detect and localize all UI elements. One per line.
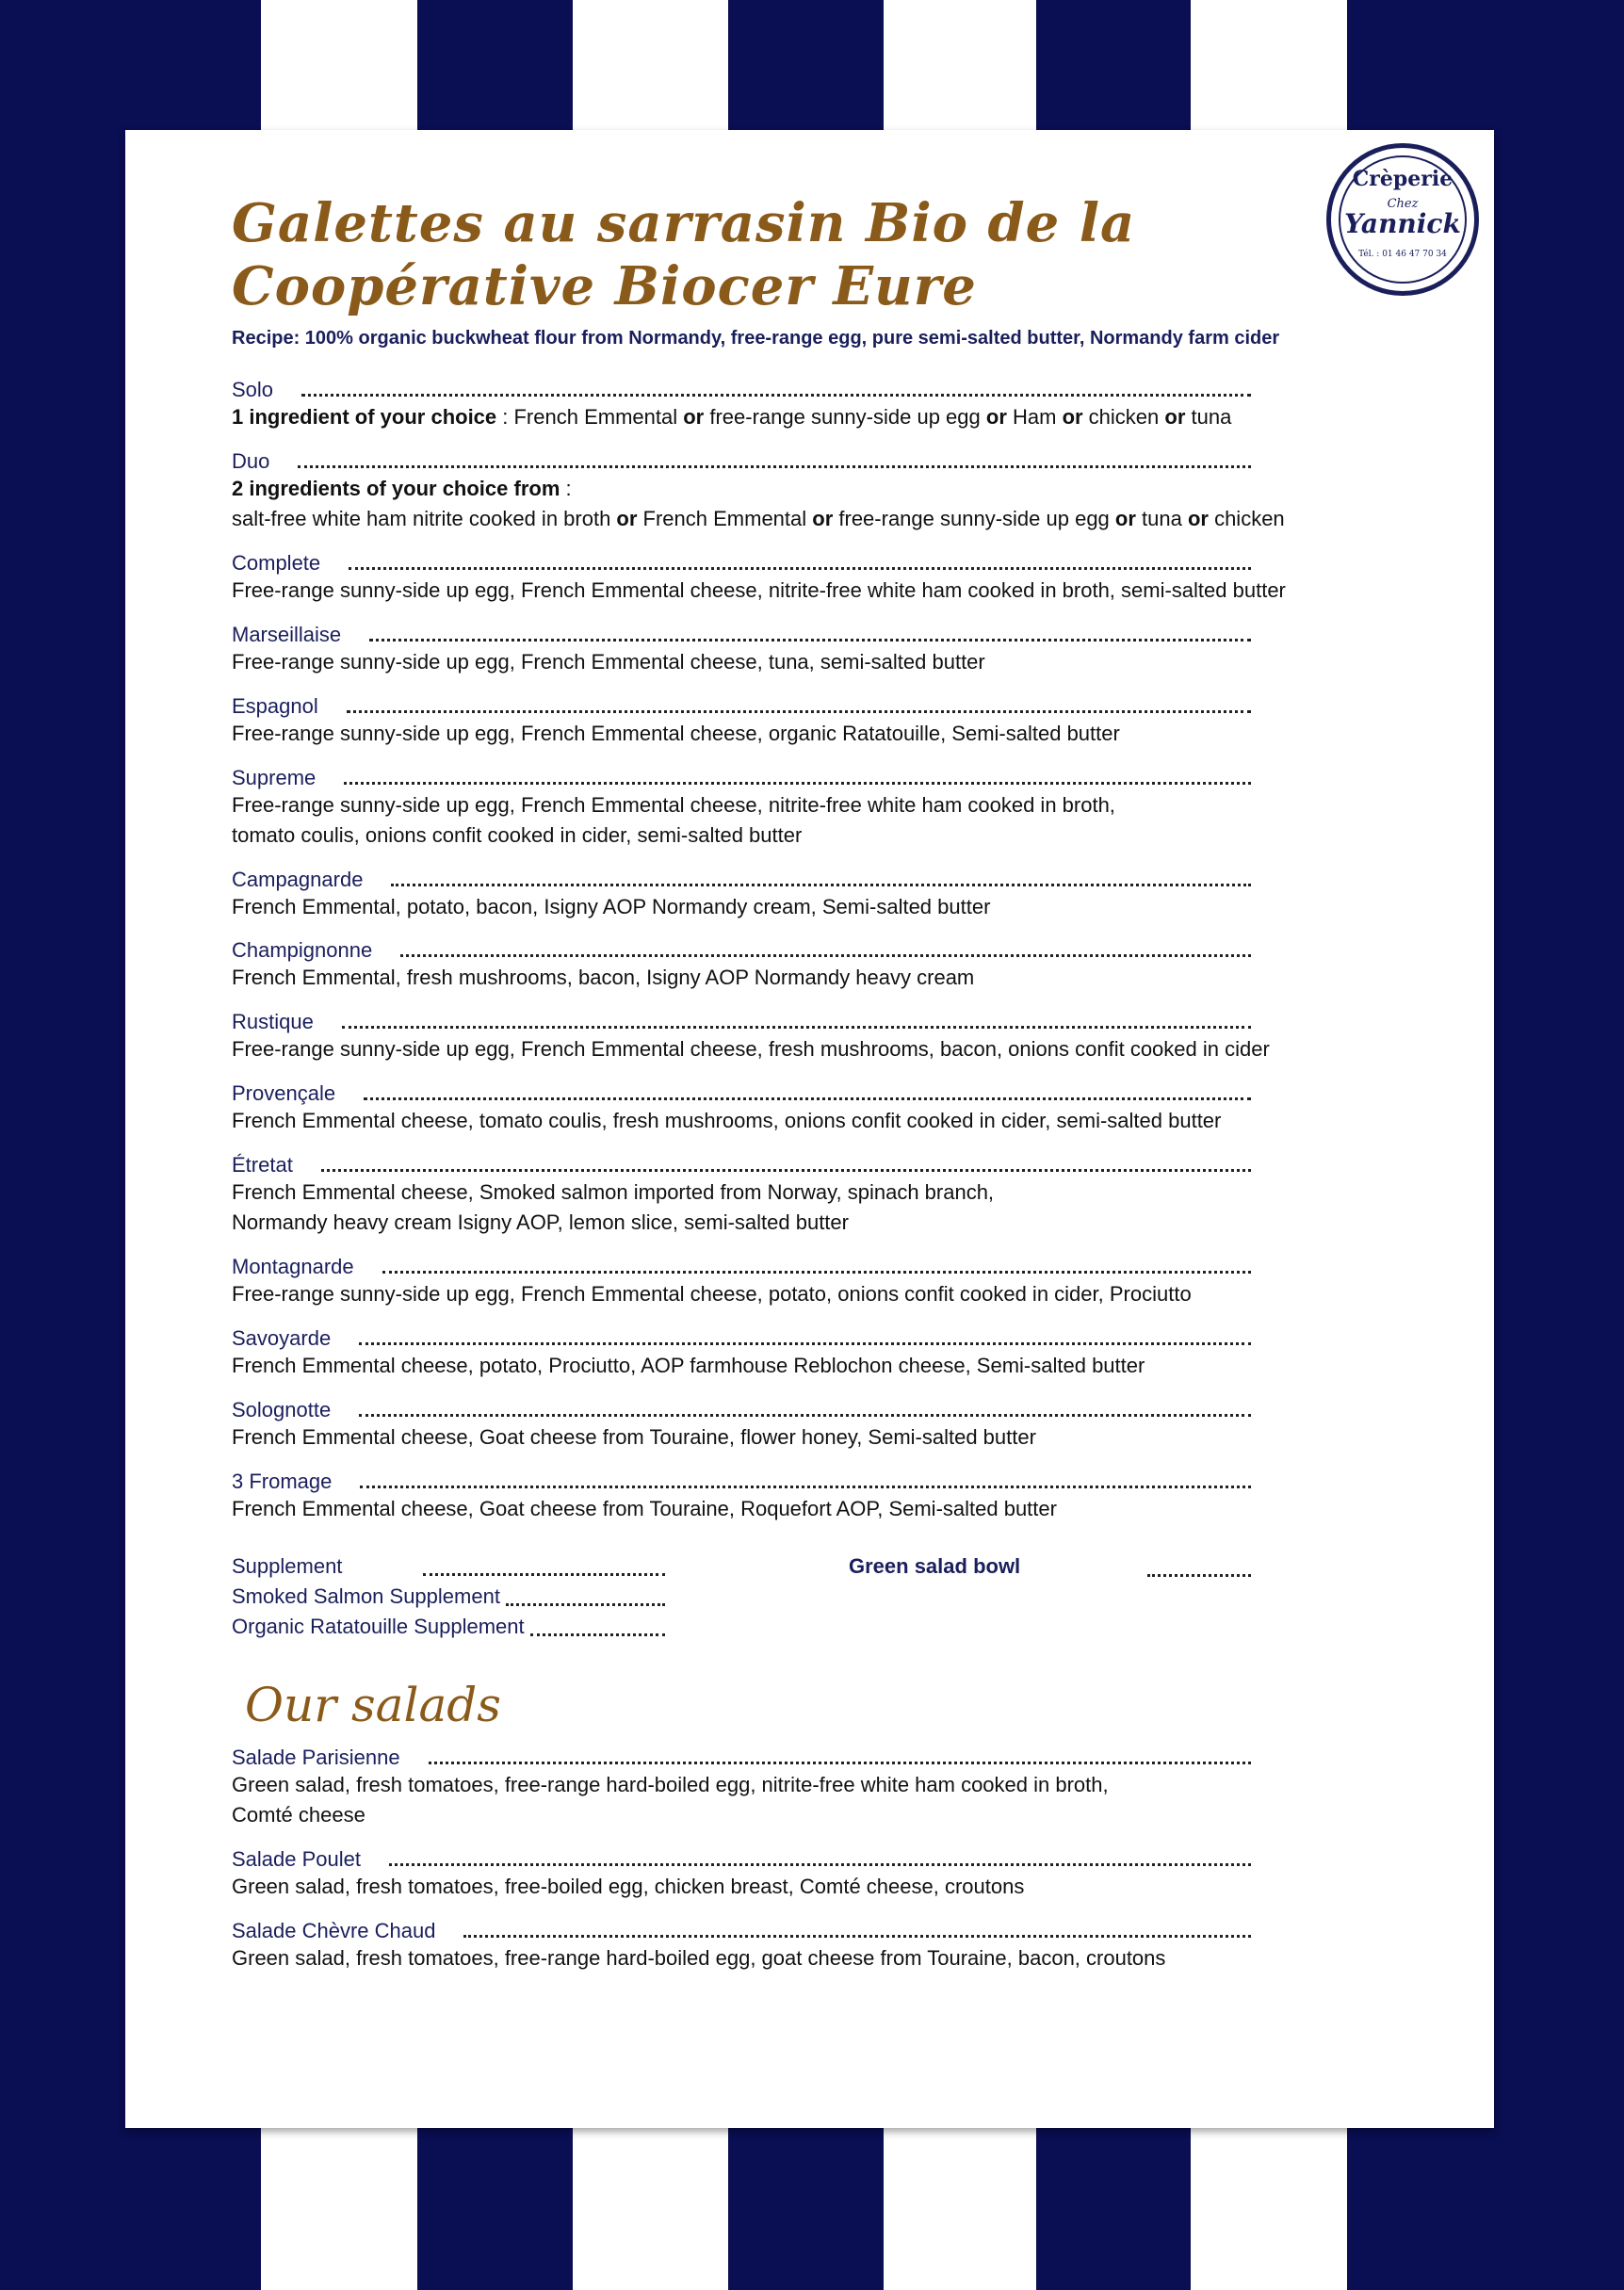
- price-leader: [429, 1762, 1251, 1764]
- galette-item: [232, 449, 1456, 534]
- galette-item: [232, 1398, 1456, 1453]
- item-description: Green salad, fresh tomatoes, free-boiled egg, chicken breast, Comté cheese, croutons: [232, 1874, 1025, 1898]
- desc-part: French Emmental cheese, Smoked salmon imported from Norway, spinach branch,: [232, 1180, 995, 1205]
- desc-part: chicken: [1208, 507, 1285, 531]
- logo-phone-text: Tél. : 01 46 47 70 34: [1358, 250, 1447, 259]
- menu-content: [232, 192, 1456, 1990]
- supplement-row: [232, 1582, 665, 1612]
- price-leader: [301, 394, 1251, 397]
- item-name: Rustique: [232, 1010, 314, 1034]
- salad-item: [232, 1746, 1456, 1830]
- galette-item: [232, 1081, 1456, 1136]
- item-name: Savoyarde: [232, 1325, 332, 1350]
- galette-item: [232, 1153, 1456, 1238]
- item-name-row: [232, 938, 1251, 963]
- price-leader: [506, 1603, 665, 1606]
- price-leader: [349, 567, 1251, 570]
- salad-item: [232, 1919, 1456, 1973]
- galette-item: [232, 1010, 1456, 1064]
- galette-item: [232, 551, 1456, 606]
- item-name: Salade Parisienne: [232, 1746, 400, 1770]
- price-leader: [298, 465, 1251, 468]
- price-leader: [359, 1342, 1251, 1345]
- price-leader: [321, 1169, 1251, 1172]
- desc-bold-part: or: [1187, 507, 1209, 531]
- item-name: Supreme: [232, 765, 317, 789]
- desc-part: Free-range sunny-side up egg, French Emmental cheese, nitrite-free white ham cooked in broth,: [232, 792, 1115, 817]
- item-name: Solo: [232, 378, 274, 402]
- item-description: Free-range sunny-side up egg, French Emmental cheese, potato, onions confit cooked in cider, Prociutto: [232, 1281, 1192, 1306]
- item-description: French Emmental cheese, Goat cheese from Touraine, flower honey, Semi-salted butter: [232, 1424, 1036, 1449]
- item-name: Champignonne: [232, 938, 373, 963]
- item-name: Complete: [232, 551, 321, 576]
- desc-bold-part: 1 ingredient of your choice: [232, 405, 497, 430]
- item-name: Provençale: [232, 1081, 336, 1106]
- item-name-row: [232, 378, 1251, 402]
- item-name-row: [232, 1081, 1251, 1106]
- item-name: Salade Poulet: [232, 1846, 361, 1871]
- logo-chez-text: Chez: [1387, 197, 1419, 211]
- logo-name-text: Yannick: [1344, 208, 1461, 239]
- price-leader: [400, 954, 1251, 957]
- desc-part: French Emmental: [637, 507, 813, 531]
- item-name-row: [232, 694, 1251, 719]
- item-name: Montagnarde: [232, 1254, 354, 1278]
- price-leader: [382, 1271, 1251, 1274]
- page-title: Galettes au sarrasin Bio de la Coopérative Biocer Eure: [232, 192, 1136, 318]
- item-description: Free-range sunny-side up egg, French Emmental cheese, fresh mushrooms, bacon, onions confit cooked in cider: [232, 1037, 1270, 1062]
- item-description: French Emmental, fresh mushrooms, bacon, Isigny AOP Normandy heavy cream: [232, 966, 975, 990]
- price-leader: [389, 1863, 1251, 1866]
- item-description: French Emmental cheese, Goat cheese from Touraine, Roquefort AOP, Semi-salted butter: [232, 1496, 1057, 1520]
- desc-part: Comté cheese: [232, 1802, 365, 1827]
- green-salad-row: [665, 1551, 1251, 1642]
- item-name: 3 Fromage: [232, 1469, 333, 1493]
- desc-part: : French Emmental: [496, 405, 684, 430]
- supplement-label: Smoked Salmon Supplement: [232, 1584, 500, 1609]
- item-name-row: [232, 1919, 1251, 1943]
- galette-item: [232, 766, 1456, 851]
- supplements-list: [232, 1551, 665, 1642]
- price-leader: [463, 1935, 1251, 1938]
- item-description: Green salad, fresh tomatoes, free-range hard-boiled egg, goat cheese from Touraine, bacon, croutons: [232, 1945, 1166, 1970]
- item-description: Free-range sunny-side up egg, French Emmental cheese, tuna, semi-salted butter: [232, 649, 985, 674]
- galettes-list: [232, 378, 1456, 1523]
- item-name-row: [232, 449, 1251, 474]
- supplements-block: [232, 1551, 1251, 1642]
- item-name-row: [232, 1255, 1251, 1279]
- desc-part: tuna: [1185, 405, 1232, 430]
- desc-bold-part: or: [1164, 405, 1186, 430]
- galette-item: [232, 1255, 1456, 1309]
- desc-part: free-range sunny-side up egg: [704, 405, 986, 430]
- desc-bold-part: or: [616, 507, 638, 531]
- price-leader: [359, 1414, 1251, 1417]
- desc-part: Green salad, fresh tomatoes, free-range hard-boiled egg, nitrite-free white ham cooked in broth,: [232, 1773, 1109, 1797]
- item-description: French Emmental cheese, tomato coulis, fresh mushrooms, onions confit cooked in cider, semi-salted butter: [232, 1109, 1222, 1133]
- item-name-row: [232, 1746, 1251, 1770]
- item-name: Salade Chèvre Chaud: [232, 1918, 436, 1942]
- desc-part: Ham: [1006, 405, 1063, 430]
- galette-item: [232, 938, 1456, 993]
- price-leader: [391, 884, 1251, 886]
- supplement-row: [232, 1612, 665, 1642]
- desc-bold-part: 2 ingredients of your choice from: [232, 477, 560, 501]
- galette-item: [232, 868, 1456, 922]
- galette-item: [232, 1470, 1456, 1524]
- salad-item: [232, 1847, 1456, 1902]
- item-description: [232, 1177, 1456, 1238]
- item-description: French Emmental, potato, bacon, Isigny AOP Normandy cream, Semi-salted butter: [232, 894, 991, 918]
- desc-part: tuna: [1135, 507, 1188, 531]
- salads-title: Our salads: [245, 1678, 501, 1733]
- desc-bold-part: or: [985, 405, 1007, 430]
- desc-part: tomato coulis, onions confit cooked in cider, semi-salted butter: [232, 822, 803, 847]
- desc-bold-part: or: [1062, 405, 1083, 430]
- galette-item: [232, 378, 1456, 432]
- supplement-label: Supplement: [232, 1554, 343, 1579]
- item-name-row: [232, 623, 1251, 647]
- price-leader: [1147, 1574, 1251, 1577]
- salads-list: [232, 1746, 1456, 1973]
- item-name-row: [232, 551, 1251, 576]
- desc-part: chicken: [1082, 405, 1165, 430]
- item-description: [232, 474, 1456, 534]
- price-leader: [360, 1486, 1251, 1488]
- desc-bold-part: or: [812, 507, 834, 531]
- price-leader: [364, 1097, 1251, 1100]
- price-leader: [423, 1573, 665, 1576]
- desc-part: free-range sunny-side up egg: [833, 507, 1115, 531]
- supplement-label: Organic Ratatouille Supplement: [232, 1615, 525, 1639]
- galette-item: [232, 1326, 1456, 1381]
- item-name-row: [232, 1010, 1251, 1034]
- logo-top-text: Crèperie: [1352, 167, 1453, 191]
- item-description: [232, 790, 1456, 851]
- item-description: [232, 1770, 1456, 1830]
- item-name: Campagnarde: [232, 867, 364, 891]
- item-name: Étretat: [232, 1153, 293, 1177]
- item-name-row: [232, 1470, 1251, 1494]
- menu-page: [125, 130, 1494, 2128]
- item-name-row: [232, 766, 1251, 790]
- price-leader: [342, 1026, 1251, 1029]
- item-description: Free-range sunny-side up egg, French Emmental cheese, nitrite-free white ham cooked in broth, semi-salted butter: [232, 578, 1286, 603]
- item-name-row: [232, 868, 1251, 892]
- desc-part: salt-free white ham nitrite cooked in broth: [232, 507, 617, 531]
- galette-item: [232, 623, 1456, 677]
- desc-bold-part: or: [683, 405, 705, 430]
- item-description: Free-range sunny-side up egg, French Emmental cheese, organic Ratatouille, Semi-salted butter: [232, 721, 1120, 745]
- price-leader: [369, 639, 1251, 642]
- recipe-line: Recipe: 100% organic buckwheat flour from Normandy, free-range egg, pure semi-salted butter, Normandy farm cider: [232, 328, 1280, 349]
- galette-item: [232, 694, 1456, 749]
- item-name-row: [232, 1398, 1251, 1422]
- desc-bold-part: or: [1114, 507, 1136, 531]
- item-name: Marseillaise: [232, 622, 342, 646]
- supplement-row: [232, 1551, 665, 1582]
- item-name-row: [232, 1326, 1251, 1351]
- price-leader: [347, 710, 1251, 713]
- item-name-row: [232, 1153, 1251, 1177]
- item-name-row: [232, 1847, 1251, 1872]
- price-leader: [530, 1633, 665, 1636]
- item-description: French Emmental cheese, potato, Prociutto, AOP farmhouse Reblochon cheese, Semi-salted butter: [232, 1353, 1145, 1377]
- item-description: [232, 402, 1456, 432]
- item-name: Espagnol: [232, 693, 318, 718]
- desc-part: :: [560, 477, 572, 501]
- item-name: Duo: [232, 449, 270, 474]
- price-leader: [344, 782, 1251, 785]
- desc-part: Normandy heavy cream Isigny AOP, lemon slice, semi-salted butter: [232, 1210, 849, 1234]
- item-name: Solognotte: [232, 1397, 332, 1421]
- green-salad-label: Green salad bowl: [849, 1554, 1021, 1579]
